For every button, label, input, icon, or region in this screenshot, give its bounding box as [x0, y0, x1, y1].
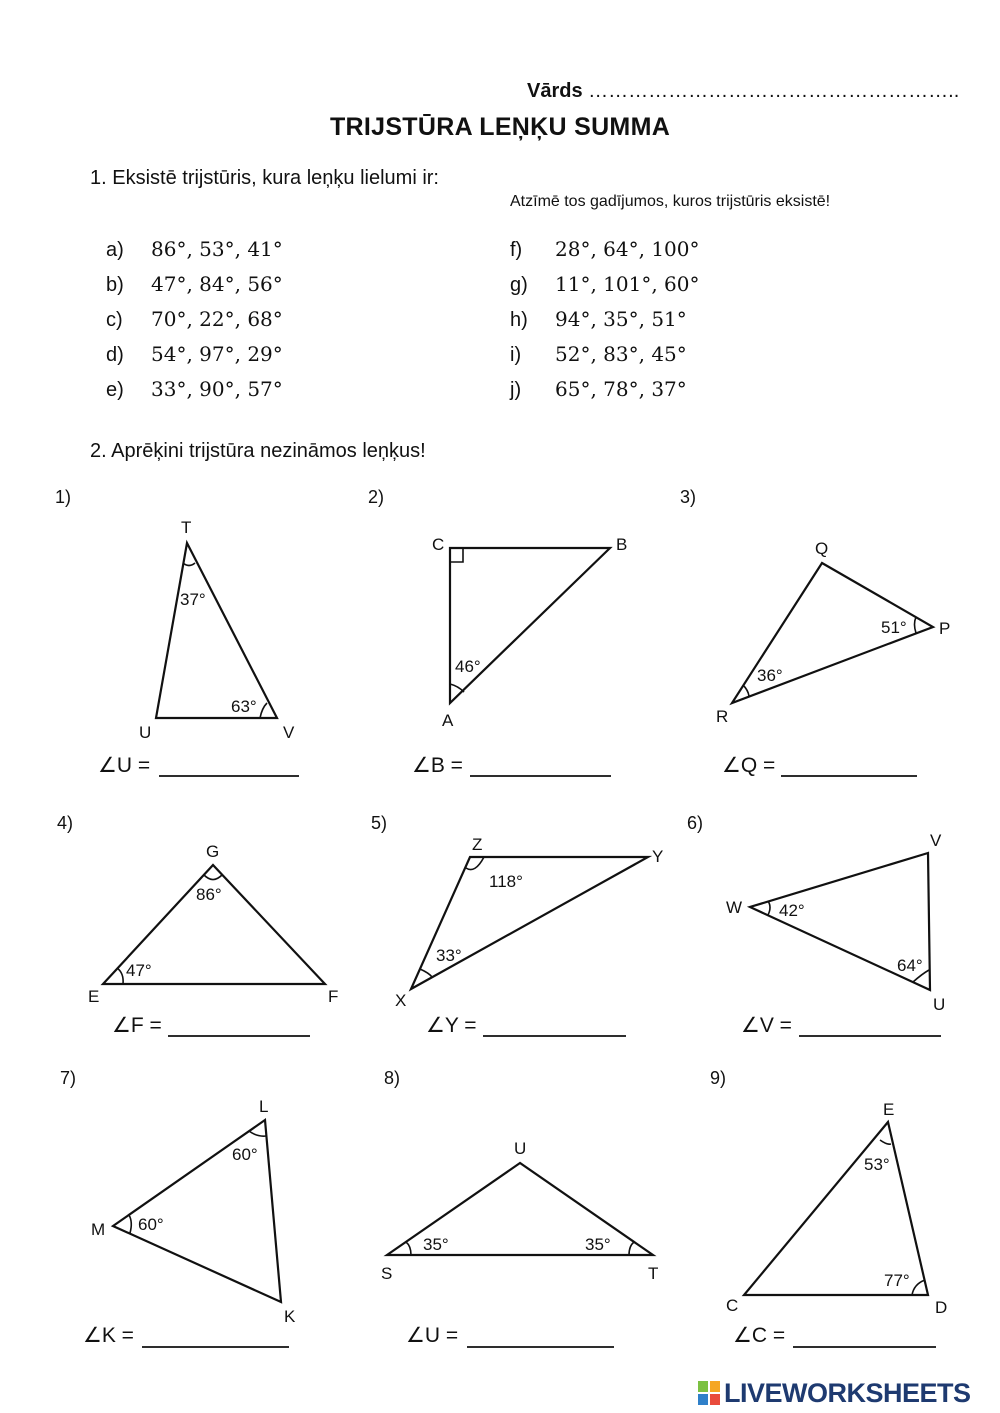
vertex-label: Q [815, 539, 829, 558]
question-1-hint: Atzīmē tos gadījumos, kuros trijstūris eksistē! [510, 193, 831, 210]
angle-arc [768, 901, 770, 915]
answer-input[interactable] [483, 1012, 626, 1036]
answer-label: ∠U = [98, 754, 151, 777]
option-label: h) [510, 309, 528, 331]
vertex-label: P [939, 619, 951, 638]
angle-label: 36° [757, 666, 783, 685]
vertex-label: R [716, 707, 729, 726]
answer-input[interactable] [159, 752, 299, 776]
angle-arc [129, 1215, 131, 1233]
vertex-label: C [726, 1296, 739, 1315]
option-label: j) [510, 379, 522, 401]
angle-arc [117, 968, 123, 984]
answer-input[interactable] [467, 1322, 614, 1346]
problem-number: 6) [687, 813, 704, 833]
vertex-label: S [381, 1264, 393, 1283]
option-value: 94°, 35°, 51° [555, 307, 687, 331]
angle-arc [450, 684, 464, 692]
angle-arc [249, 1131, 266, 1136]
vertex-label: D [935, 1298, 948, 1317]
vertex-label: T [648, 1264, 659, 1283]
vertex-label: Y [652, 847, 664, 866]
problem-number: 4) [57, 813, 74, 833]
option-value: 54°, 97°, 29° [151, 342, 283, 366]
answer-input[interactable] [470, 752, 611, 776]
angle-arc [743, 685, 749, 696]
angle-label: 77° [884, 1271, 910, 1290]
vertex-label: K [284, 1307, 296, 1326]
right-angle-mark [450, 548, 463, 562]
answer-label: ∠U = [406, 1324, 459, 1347]
answer-input[interactable] [781, 752, 917, 776]
problem-number: 9) [710, 1068, 727, 1088]
brand-logo-text: LIVEWORKSHEETS [724, 1378, 971, 1408]
option-value: 11°, 101°, 60° [555, 272, 700, 296]
option-label: e) [106, 379, 124, 401]
vertex-label: G [206, 842, 220, 861]
angle-label: 33° [436, 946, 462, 965]
angle-arc [204, 875, 222, 880]
angle-arc [915, 617, 917, 633]
problem-number: 3) [680, 487, 697, 507]
option-label: i) [510, 344, 522, 366]
vertex-label: F [328, 987, 339, 1006]
vertex-label: W [726, 898, 743, 917]
angle-label: 37° [180, 590, 206, 609]
vertex-label: U [514, 1139, 527, 1158]
option-label: b) [106, 274, 124, 296]
angle-arc [420, 969, 432, 977]
problem-number: 8) [384, 1068, 401, 1088]
angle-label: 86° [196, 885, 222, 904]
angle-label: 118° [489, 872, 523, 891]
name-line: ……………………………………………….. [588, 80, 960, 102]
vertex-label: U [933, 995, 946, 1014]
angle-label: 64° [897, 956, 923, 975]
vertex-label: L [259, 1097, 269, 1116]
answer-label: ∠Q = [722, 754, 776, 777]
option-label: d) [106, 344, 124, 366]
angle-arc [912, 1280, 925, 1295]
vertex-label: B [616, 535, 628, 554]
vertex-label: Z [472, 835, 483, 854]
answer-input[interactable] [799, 1012, 941, 1036]
vertex-label: E [88, 987, 100, 1006]
angle-label: 51° [881, 618, 907, 637]
option-label: f) [510, 239, 523, 261]
vertex-label: U [139, 723, 152, 742]
triangle-tuv [156, 543, 277, 718]
vertex-label: V [283, 723, 295, 742]
vertex-label: A [442, 711, 454, 730]
answer-label: ∠F = [112, 1014, 162, 1037]
angle-arc [406, 1242, 411, 1255]
vertex-label: C [432, 535, 445, 554]
option-label: a) [106, 239, 124, 261]
angle-label: 35° [585, 1235, 611, 1254]
angle-arc [629, 1242, 634, 1255]
option-label: g) [510, 274, 528, 296]
angle-label: 53° [864, 1155, 890, 1174]
angle-label: 47° [126, 961, 152, 980]
option-value: 47°, 84°, 56° [151, 272, 283, 296]
angle-label: 60° [138, 1215, 164, 1234]
vertex-label: E [883, 1100, 895, 1119]
vertex-label: T [181, 518, 192, 537]
problem-number: 5) [371, 813, 388, 833]
answer-input[interactable] [142, 1322, 289, 1346]
answer-label: ∠C = [733, 1324, 786, 1347]
vertex-label: V [930, 831, 942, 850]
vertex-label: X [395, 991, 407, 1010]
angle-arc [260, 703, 267, 718]
angle-arc [183, 563, 195, 566]
problem-number: 1) [55, 487, 72, 507]
vertex-label: M [91, 1220, 106, 1239]
question-1-text: 1. Eksistē trijstūris, kura leņķu lielumi ir: [90, 167, 439, 189]
triangle-cba [450, 548, 610, 703]
angle-label: 46° [455, 657, 481, 676]
option-value: 70°, 22°, 68° [151, 307, 283, 331]
option-value: 28°, 64°, 100° [555, 237, 700, 261]
angle-label: 35° [423, 1235, 449, 1254]
option-value: 52°, 83°, 45° [555, 342, 687, 366]
angle-label: 63° [231, 697, 257, 716]
triangle-zyx [411, 857, 648, 989]
answer-label: ∠K = [83, 1324, 134, 1347]
angle-arc [880, 1140, 891, 1144]
liveworksheets-logo-icon [698, 1381, 720, 1405]
problem-number: 2) [368, 487, 385, 507]
problem-number: 7) [60, 1068, 77, 1088]
page-title: TRIJSTŪRA LEŅĶU SUMMA [329, 113, 671, 141]
option-value: 33°, 90°, 57° [151, 377, 283, 401]
answer-label: ∠Y = [426, 1014, 477, 1037]
triangle-ecd [744, 1122, 928, 1295]
angle-label: 42° [779, 901, 805, 920]
answer-input[interactable] [168, 1012, 310, 1036]
answer-label: ∠B = [412, 754, 463, 777]
question-2-text: 2. Aprēķini trijstūra nezināmos leņķus! [90, 440, 426, 462]
angle-label: 60° [232, 1145, 258, 1164]
option-value: 65°, 78°, 37° [555, 377, 687, 401]
name-label: Vārds [527, 80, 583, 102]
answer-label: ∠V = [741, 1014, 792, 1037]
option-label: c) [106, 309, 123, 331]
answer-input[interactable] [793, 1322, 936, 1346]
option-value: 86°, 53°, 41° [151, 237, 283, 261]
